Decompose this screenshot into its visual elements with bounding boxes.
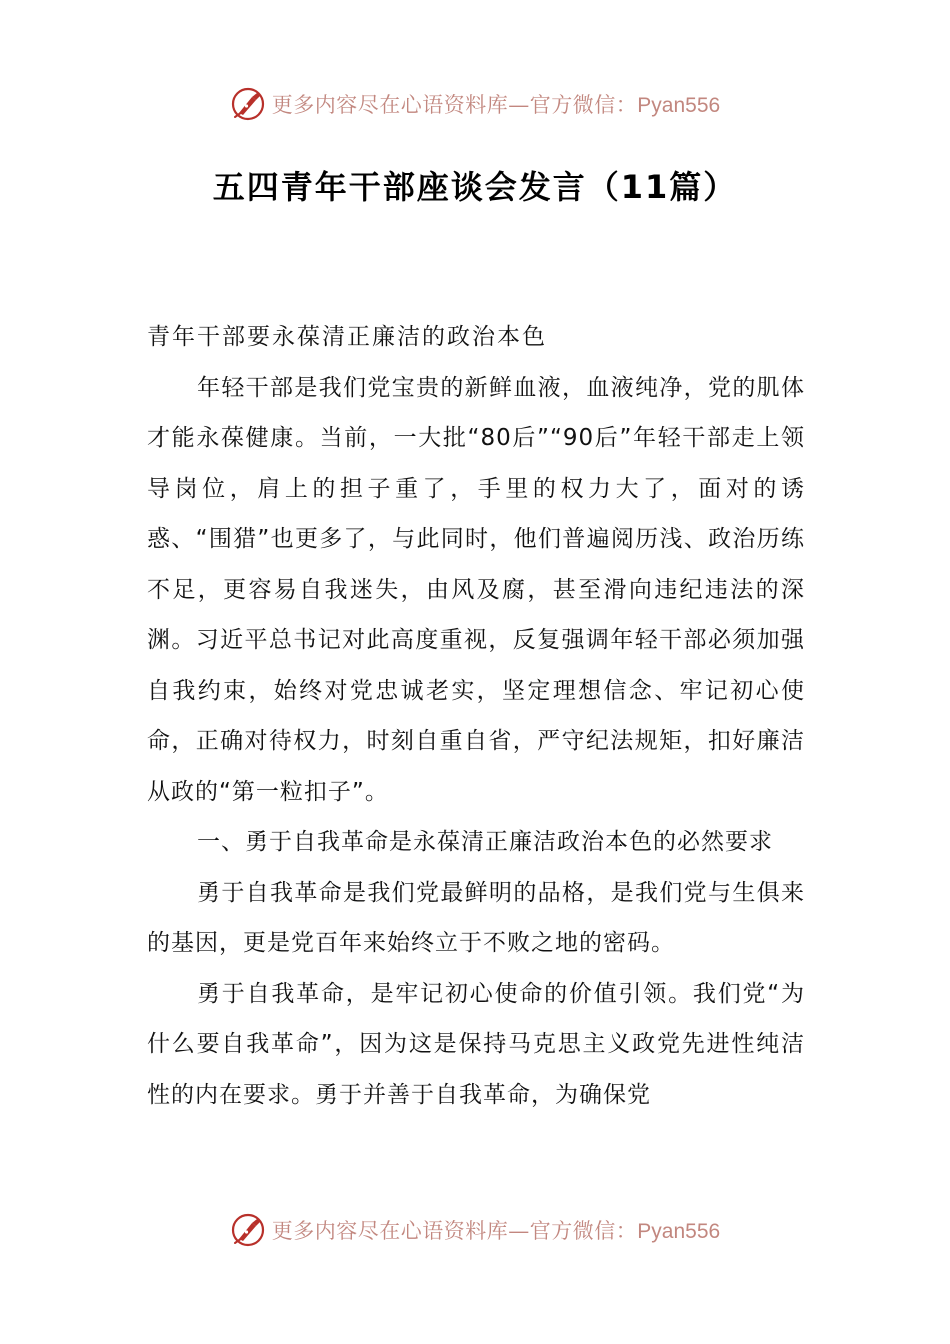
banner-text: 更多内容尽在心语资料库—官方微信：Pyan556: [271, 93, 721, 117]
paragraph: 年轻干部是我们党宝贵的新鲜血液，血液纯净，党的肌体才能永葆健康。当前，一大批“80后”“90后”年轻干部走上领导岗位，肩上的担子重了，手里的权力大了，面对的诱惑、“围猎”也更多了，与此同时，他们普遍阅历浅、政治历练不足，更容易自我迷失，由风及腐，甚至滑向违纪违法的深渊。习近平总书记对此高度重视，反复强调年轻干部必须加强自我约束，始终对党忠诚老实，坚定理想信念、牢记初心使命，正确对待权力，时刻自重自省，严守纪法规矩，扣好廉洁从政的“第一粒扣子”。: [147, 374, 805, 805]
paragraph: 勇于自我革命，是牢记初心使命的价值引领。我们党“为什么要自我革命”，因为这是保持马克思主义政党先进性纯洁性的内在要求。勇于并善于自我革命，为确保党: [147, 980, 805, 1108]
wechat-id: Pyan556: [637, 1220, 721, 1243]
document-title: 五四青年干部座谈会发言（11篇）: [212, 168, 738, 206]
footer-banner: [0, 1208, 950, 1252]
document-body: [147, 312, 805, 1120]
pen-nib-in-circle-icon: [230, 1212, 266, 1248]
section-title: 青年干部要永葆清正廉洁的政治本色: [147, 324, 547, 350]
pen-nib-in-circle-icon: [230, 86, 266, 122]
header-banner: [0, 82, 950, 126]
subheading: 一、勇于自我革命是永葆清正廉洁政治本色的必然要求: [197, 829, 773, 855]
paragraph: 勇于自我革命是我们党最鲜明的品格，是我们党与生俱来的基因，更是党百年来始终立于不败之地的密码。: [147, 879, 805, 956]
banner-text: 更多内容尽在心语资料库—官方微信：Pyan556: [271, 1219, 721, 1243]
wechat-id: Pyan556: [637, 94, 721, 117]
